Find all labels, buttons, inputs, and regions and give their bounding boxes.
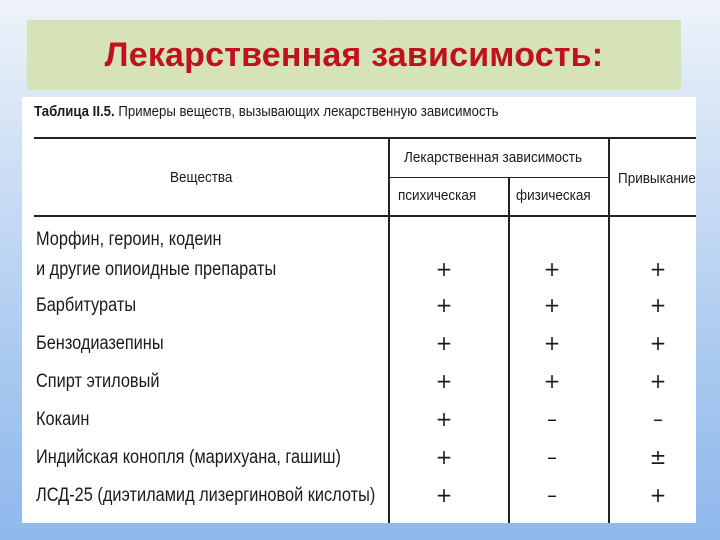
slide-title: Лекарственная зависимость:: [104, 35, 604, 74]
cell-physical: +: [543, 331, 561, 355]
cell-tolerance: –: [653, 407, 663, 431]
subheader-rule: [388, 177, 608, 178]
cell-psychic: +: [435, 407, 453, 431]
cell-physical: –: [547, 445, 557, 469]
header-psychic: психическая: [398, 187, 477, 204]
header-substances: Вещества: [170, 169, 233, 186]
table-top-rule: [34, 137, 696, 139]
slide-title-banner: [27, 20, 681, 90]
cell-tolerance: +: [649, 483, 667, 507]
column-divider-3: [608, 137, 610, 523]
cell-tolerance: +: [649, 293, 667, 317]
cell-psychic: +: [435, 369, 453, 393]
header-physical: физическая: [516, 187, 591, 204]
row-label-cocaine: Кокаин: [36, 409, 90, 430]
row-label-cannabis: Индийская конопля (марихуана, гашиш): [36, 447, 341, 468]
column-divider-2: [508, 177, 510, 523]
cell-physical: –: [547, 483, 557, 507]
cell-tolerance: +: [649, 257, 667, 281]
cell-tolerance: +: [649, 331, 667, 355]
cell-physical: –: [547, 407, 557, 431]
row-label-ethanol: Спирт этиловый: [36, 371, 160, 392]
cell-psychic: +: [435, 293, 453, 317]
column-divider-1: [388, 137, 390, 523]
header-dependence: Лекарственная зависимость: [404, 149, 582, 166]
table-number: Таблица II.5.: [34, 103, 115, 120]
cell-psychic: +: [435, 483, 453, 507]
cell-physical: +: [543, 293, 561, 317]
cell-tolerance: ±: [649, 445, 667, 469]
cell-psychic: +: [435, 331, 453, 355]
row-label-benzodiazepines: Бензодиазепины: [36, 333, 164, 354]
row-label-opioids-line2: и другие опиоидные препараты: [36, 259, 277, 280]
table-caption-text: Примеры веществ, вызывающих лекарственную зависимость: [118, 103, 499, 120]
header-bottom-rule: [34, 215, 696, 217]
cell-psychic: +: [435, 445, 453, 469]
header-tolerance: Привыкание: [618, 170, 696, 187]
row-label-lsd: ЛСД-25 (диэтиламид лизергиновой кислоты): [36, 485, 376, 506]
cell-tolerance: +: [649, 369, 667, 393]
row-label-opioids-line1: Морфин, героин, кодеин: [36, 229, 222, 250]
cell-physical: +: [543, 369, 561, 393]
row-label-barbiturates: Барбитураты: [36, 295, 137, 316]
cell-psychic: +: [435, 257, 453, 281]
cell-physical: +: [543, 257, 561, 281]
table-caption: [34, 103, 498, 120]
table-scan: [22, 97, 696, 523]
